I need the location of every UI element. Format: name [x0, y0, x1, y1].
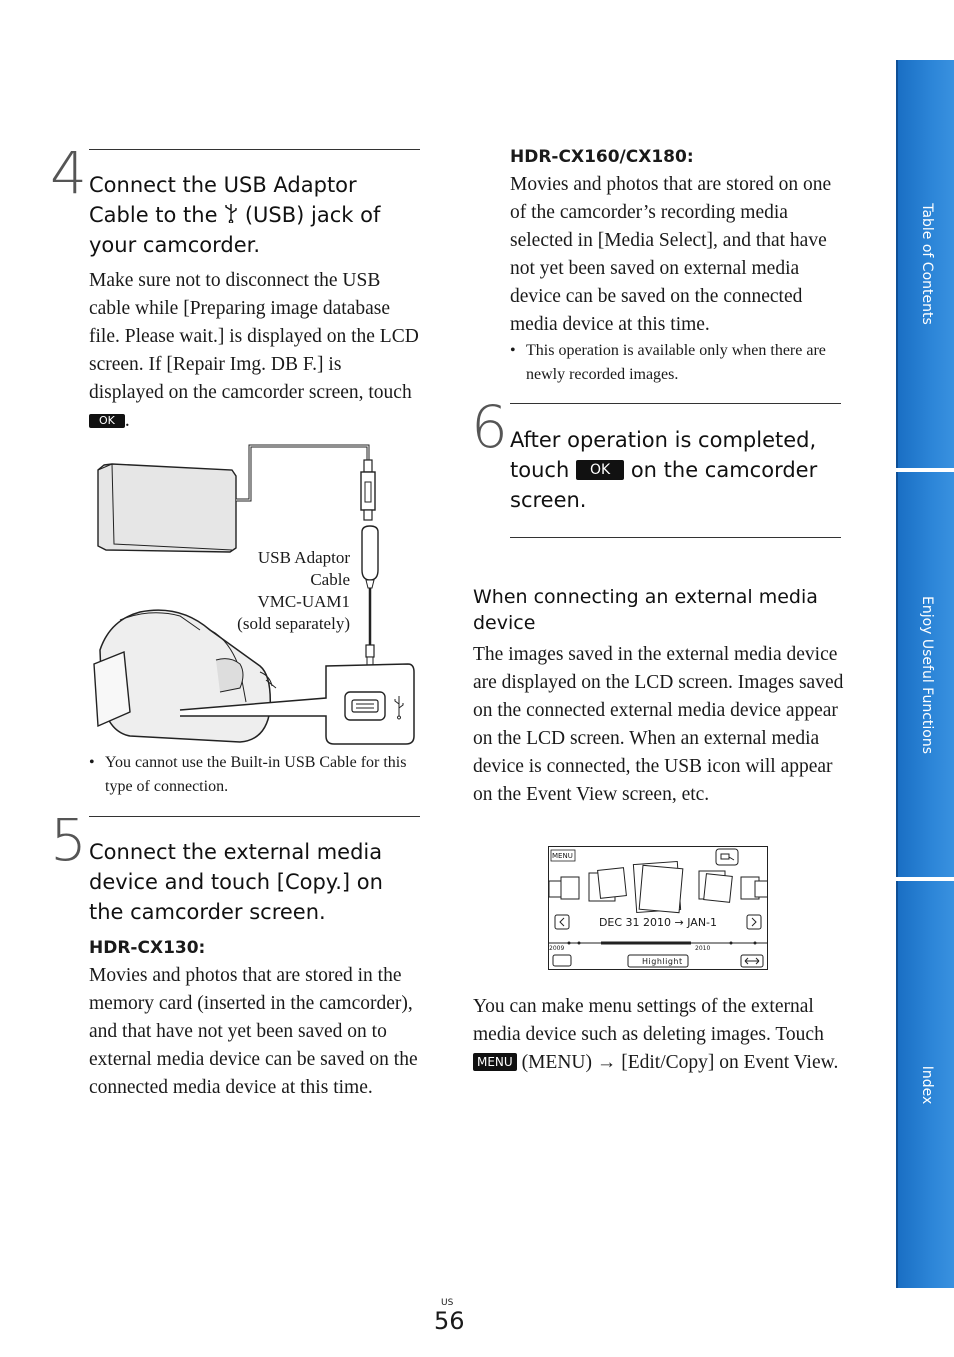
ok-button-icon: OK	[89, 414, 125, 428]
divider	[89, 149, 420, 150]
step5-body-cx130: Movies and photos that are stored in the memory card (inserted in the camcorder), and that have not yet been saved on to external media device can be saved on the connected media device at this time.	[89, 965, 418, 1098]
external-body: The images saved in the external media device are displayed on the LCD screen. Images saved on the connected external media device appear on the LCD screen. When an external media device is connected, the USB icon will appear on the Event View screen, etc.	[473, 644, 844, 805]
usb-adaptor-cable	[362, 526, 378, 669]
step-number: 4	[50, 139, 87, 207]
tab-index[interactable]	[896, 881, 954, 1288]
step5-note: • This operation is available only when there are newly recorded images.	[510, 339, 861, 387]
tab-label: Enjoy Useful Functions	[919, 595, 935, 754]
external-media-device-illustration	[98, 464, 236, 552]
timeline-year-start: 2009	[549, 945, 565, 952]
arrow-icon: →	[596, 1052, 617, 1073]
model-label: HDR-CX130:	[89, 938, 206, 958]
timeline-year-end: 2010	[695, 945, 711, 952]
step4-body: Make sure not to disconnect the USB cable while [Preparing image database file. Please wait.] is displayed on the LCD screen. If [Repair Img. DB F.] is displayed on the camcorder screen, touch OK .	[89, 270, 419, 431]
highlight-button[interactable]: Highlight	[642, 957, 683, 966]
step-number: 6	[471, 393, 508, 461]
divider	[89, 816, 420, 817]
step-number: 5	[50, 806, 87, 874]
model-label: HDR-CX160/CX180:	[510, 147, 694, 167]
tab-label: Table of Contents	[919, 203, 935, 325]
divider	[510, 537, 841, 538]
usb-plug	[361, 460, 375, 520]
date-range: DEC 31 2010 → JAN-1	[598, 916, 718, 929]
page-number: 56	[434, 1307, 465, 1335]
step5-heading: Connect the external media device and touch [Copy.] on the camcorder screen.	[89, 840, 383, 924]
menu-button-icon: MENU	[473, 1053, 517, 1071]
tab-table-of-contents[interactable]	[896, 60, 954, 468]
tab-label: Index	[919, 1065, 935, 1104]
step5-body-cx160: Movies and photos that are stored on one of the camcorder’s recording media selected in [Media Select], and that have not yet been saved on external media device can be saved on the connected media device at this time.	[510, 174, 832, 335]
external-subheading: When connecting an external media device	[473, 586, 818, 634]
external-body2: You can make menu settings of the external media device such as deleting images. Touch MENU (MENU) → [Edit/Copy] on Event View.	[473, 996, 839, 1073]
step4-heading: Connect the USB Adaptor Cable to the (USB) jack of your camcorder.	[89, 173, 381, 257]
menu-button[interactable]: MENU	[552, 852, 573, 860]
step6-heading: After operation is completed, touch OK on the camcorder screen.	[510, 428, 818, 512]
region-code: US	[441, 1298, 454, 1308]
ok-button-icon: OK	[576, 460, 624, 480]
cable-label: USB Adaptor Cable VMC-UAM1 (sold separately)	[237, 548, 350, 633]
event-view-screen	[548, 846, 768, 970]
usb-icon	[224, 203, 238, 223]
tab-enjoy-useful-functions[interactable]	[896, 472, 954, 877]
divider	[510, 403, 841, 404]
step4-note: • You cannot use the Built-in USB Cable for this type of connection.	[89, 751, 435, 799]
